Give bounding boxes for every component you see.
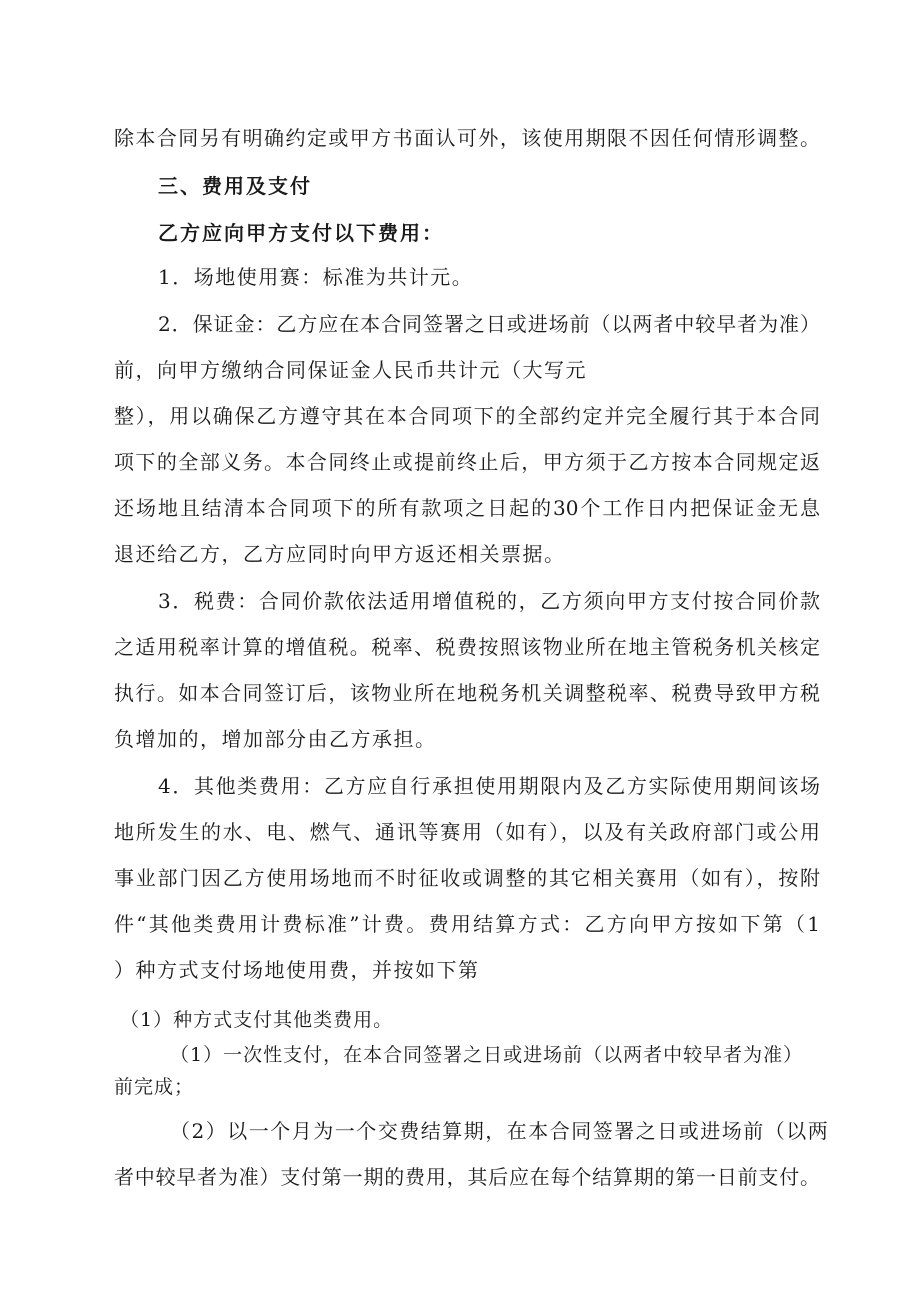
intro-text: 乙方应向甲方支付以下费用：: [158, 221, 444, 245]
item-4-line-1: [158, 772, 820, 800]
text-line: 项下的全部义务。本合同终止或提前终止后，甲方须于乙方按本合同规定返: [114, 450, 820, 474]
text-line: 执行。如本合同签订后，该物业所在地税务机关调整税率、税费导致甲方税: [114, 681, 820, 705]
item-4-line-6: （1）种方式支付其他类费用。: [120, 1009, 394, 1031]
option-1-line-1: （1）一次性支付，在本合同签署之日或进场前（以两者中较早者为准）: [170, 1044, 804, 1066]
item-3-line-3: [114, 679, 820, 707]
item-3-line-2: [114, 633, 820, 661]
text-line: 事业部门因乙方使用场地而不时征收或调整的其它相关赛用（如有），按附: [114, 866, 820, 890]
item-4-line-5: ）种方式支付场地使用费，并按如下第: [114, 958, 480, 982]
text-line: 除本合同另有明确约定或甲方书面认可外，该使用期限不因任何情形调整。: [114, 126, 820, 150]
item-2-line-5: [114, 494, 820, 522]
paragraph-line: [114, 124, 820, 152]
text-line: 2．保证金：乙方应在本合同签署之日或进场前（以两者中较早者为准）: [158, 312, 820, 336]
text-line: 4．其他类费用：乙方应自行承担使用期限内及乙方实际使用期间该场: [158, 774, 820, 798]
text-line: 整），用以确保乙方遵守其在本合同项下的全部约定并完全履行其于本合同: [114, 404, 820, 428]
item-4-line-4: [114, 910, 820, 938]
item-3-line-4: 负增加的，增加部分由乙方承担。: [114, 727, 437, 751]
section-heading: 三、费用及支付: [158, 174, 312, 198]
text-line: 还场地且结清本合同项下的所有款项之日起的30个工作日内把保证金无息: [114, 496, 820, 520]
option-2-line-2: [114, 1163, 820, 1191]
option-2-line-1: （2）以一个月为一个交费结算期，在本合同签署之日或进场前（以两: [170, 1119, 830, 1143]
option-1-line-2: 前完成；: [114, 1076, 195, 1098]
item-2-line-2: 前，向甲方缴纳合同保证金人民币共计元（大写元: [114, 358, 587, 382]
item-3-line-1: [158, 587, 820, 615]
item-4-line-3: [114, 864, 820, 892]
item-2-line-4: [114, 448, 820, 476]
item-2-line-6: 退还给乙方，乙方应同时向甲方返还相关票据。: [114, 542, 566, 566]
text-line: 者中较早者为准）支付第一期的费用，其后应在每个结算期的第一日前支付。: [114, 1165, 820, 1189]
item-1: 1．场地使用赛：标准为共计元。: [158, 265, 474, 289]
item-2-line-1: [158, 310, 820, 338]
item-2-line-3: [114, 402, 820, 430]
text-line: 之适用税率计算的增值税。税率、税费按照该物业所在地主管税务机关核定: [114, 635, 820, 659]
text-line: 地所发生的水、电、燃气、通讯等赛用（如有），以及有关政府部门或公用: [114, 820, 820, 844]
item-4-line-2: [114, 818, 820, 846]
text-line: 件“其他类费用计费标准”计费。费用结算方式：乙方向甲方按如下第（1: [114, 912, 820, 936]
text-line: 3．税费：合同价款依法适用增值税的，乙方须向甲方支付按合同价款: [158, 589, 820, 613]
